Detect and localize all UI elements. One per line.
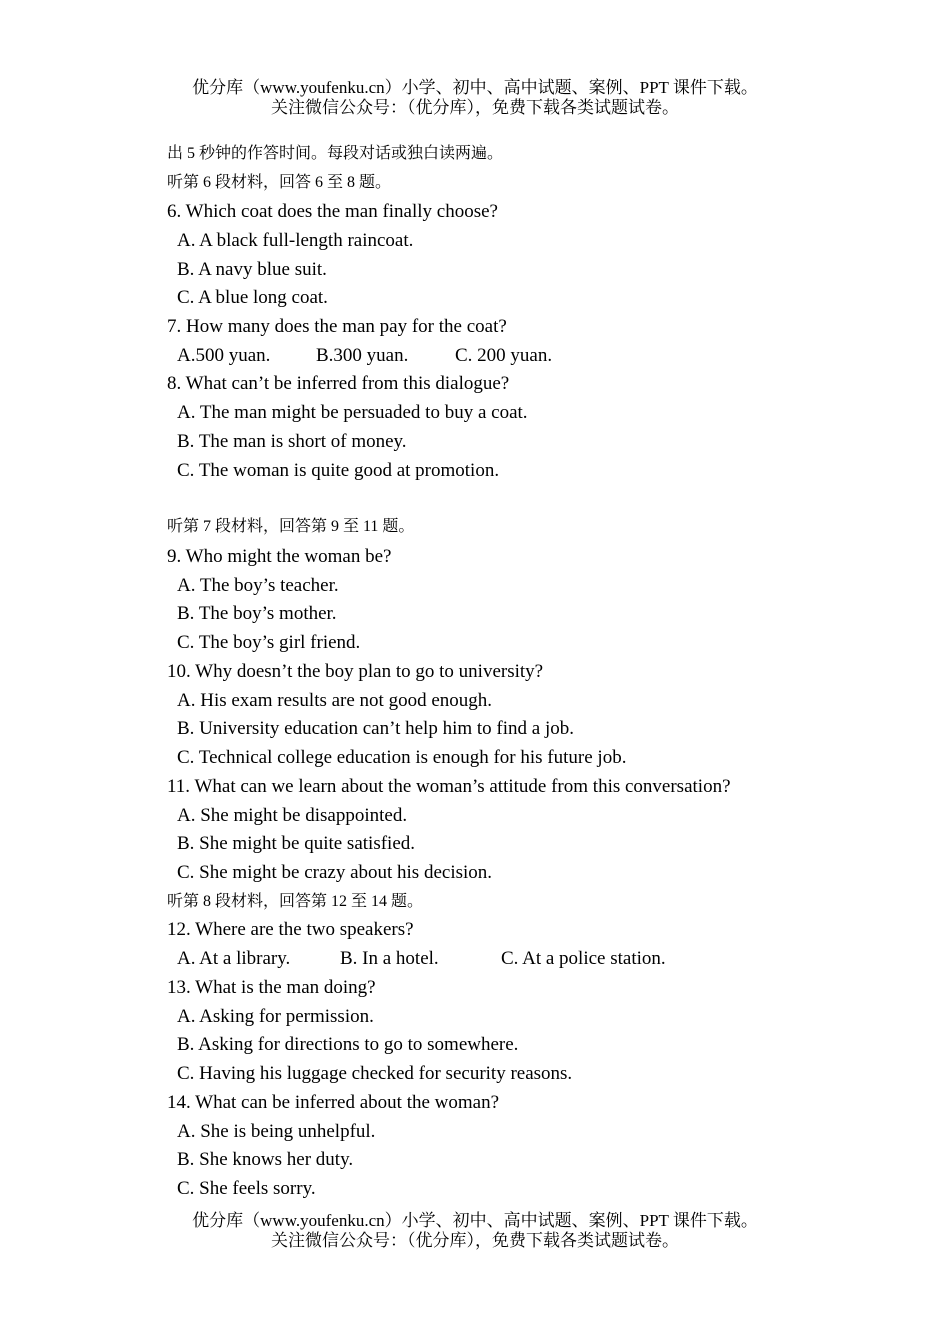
question-12-option-b: B. In a hotel. [340,948,439,969]
question-10-option-c: C. Technical college education is enough for his future job. [177,747,627,768]
question-6-option-b: B. A navy blue suit. [177,259,327,280]
question-9: 9. Who might the woman be? [167,546,392,567]
section-6-heading: 听第 6 段材料，回答 6 至 8 题。 [167,174,392,191]
section-8-heading: 听第 8 段材料，回答第 12 至 14 题。 [167,893,424,910]
question-9-option-c: C. The boy’s girl friend. [177,632,361,653]
question-8-option-b: B. The man is short of money. [177,431,407,452]
question-7-option-c: C. 200 yuan. [455,345,553,366]
question-7-option-b: B.300 yuan. [316,345,409,366]
question-8-option-c: C. The woman is quite good at promotion. [177,460,500,481]
intro-text: 出 5 秒钟的作答时间。每段对话或独白读两遍。 [167,145,504,162]
question-9-option-b: B. The boy’s mother. [177,603,337,624]
question-7-option-a: A.500 yuan. [177,345,271,366]
page-header [0,78,950,118]
question-6-option-c: C. A blue long coat. [177,287,328,308]
question-13: 13. What is the man doing? [167,977,376,998]
question-11-option-a: A. She might be disappointed. [177,805,408,826]
question-12: 12. Where are the two speakers? [167,919,414,940]
question-13-option-c: C. Having his luggage checked for security reasons. [177,1063,573,1084]
question-8: 8. What can’t be inferred from this dialogue? [167,373,510,394]
footer-line-1: 优分库（www.youfenku.cn）小学、初中、高中试题、案例、PPT 课件下载。 [192,1211,758,1230]
question-14-option-c: C. She feels sorry. [177,1178,316,1199]
question-12-option-a: A. At a library. [177,948,291,969]
question-10-option-a: A. His exam results are not good enough. [177,690,493,711]
footer-line-2: 关注微信公众号：（优分库），免费下载各类试题试卷。 [271,1231,679,1250]
question-13-option-b: B. Asking for directions to go to somewhere. [177,1034,519,1055]
question-6-option-a: A. A black full-length raincoat. [177,230,414,251]
question-10: 10. Why doesn’t the boy plan to go to university? [167,661,544,682]
question-14: 14. What can be inferred about the woman? [167,1092,500,1113]
question-6: 6. Which coat does the man finally choose? [167,201,498,222]
question-11-option-b: B. She might be quite satisfied. [177,833,416,854]
section-7-heading: 听第 7 段材料，回答第 9 至 11 题。 [167,518,415,535]
question-13-option-a: A. Asking for permission. [177,1006,374,1027]
question-11-option-c: C. She might be crazy about his decision. [177,862,493,883]
question-11: 11. What can we learn about the woman’s attitude from this conversation? [167,776,731,797]
question-12-option-c: C. At a police station. [501,948,666,969]
question-7: 7. How many does the man pay for the coat? [167,316,507,337]
header-line-1: 优分库（www.youfenku.cn）小学、初中、高中试题、案例、PPT 课件下载。 [192,78,758,97]
question-14-option-a: A. She is being unhelpful. [177,1121,376,1142]
question-10-option-b: B. University education can’t help him to find a job. [177,718,574,739]
question-14-option-b: B. She knows her duty. [177,1149,354,1170]
question-9-option-a: A. The boy’s teacher. [177,575,339,596]
question-8-option-a: A. The man might be persuaded to buy a coat. [177,402,528,423]
page-footer [0,1211,950,1251]
header-line-2: 关注微信公众号：（优分库），免费下载各类试题试卷。 [271,98,679,117]
